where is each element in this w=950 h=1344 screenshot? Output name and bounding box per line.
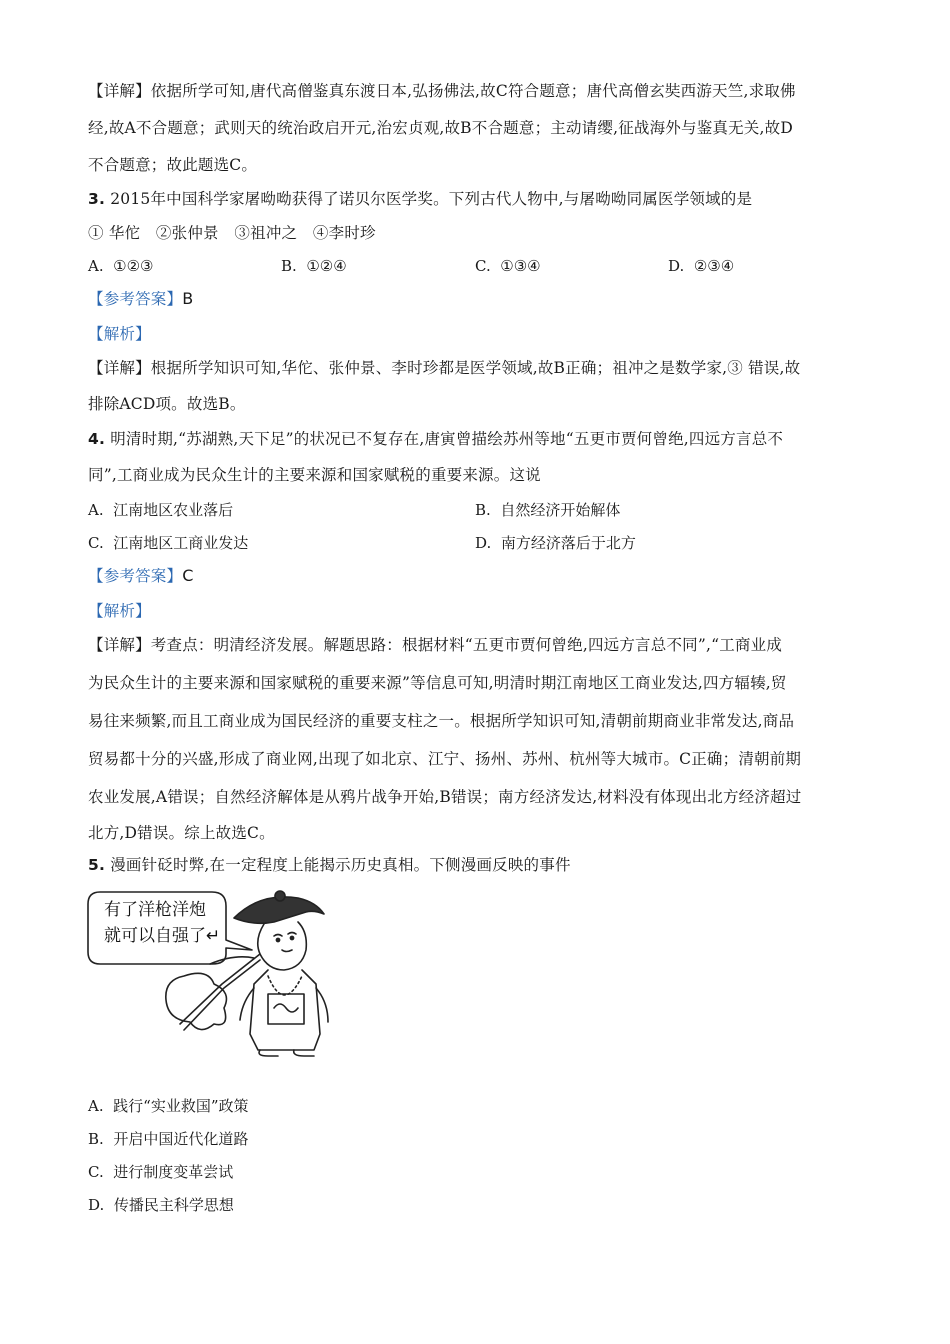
detail-line: 农业发展,A错误；自然经济解体是从鸦片战争开始,B错误；南方经济发达,材料没有体现出北方经济超过: [88, 788, 802, 806]
detail-line: 不合题意；故此题选C。: [88, 156, 258, 174]
option-b: B. 开启中国近代化道路: [88, 1130, 249, 1148]
answer-value: C: [182, 566, 194, 585]
question-4-stem: [88, 428, 863, 450]
option-a: A. ①②③: [88, 257, 154, 275]
question-3-items: ① 华佗 ②张仲景 ③祖冲之 ④李时珍: [88, 224, 376, 242]
question-number: 3.: [88, 190, 106, 208]
question-3-stem: [88, 188, 863, 210]
analysis-label: 【解析】: [88, 602, 151, 620]
answer-value: B: [182, 289, 194, 308]
option-d: D. 传播民主科学思想: [88, 1196, 234, 1214]
detail-line: 排除ACD项。故选B。: [88, 395, 246, 413]
detail-line: 易往来频繁,而且工商业成为国民经济的重要支柱之一。根据所学知识可知,清朝前期商业非常发达,商品: [88, 712, 795, 730]
bubble-text-line: 就可以自强了↵: [104, 926, 221, 946]
option-b: B. ①②④: [281, 257, 347, 275]
detail-line: 北方,D错误。综上故选C。: [88, 824, 275, 842]
option-b: B. 自然经济开始解体: [475, 501, 621, 519]
question-5-stem: [88, 854, 863, 876]
detail-line: 【详解】根据所学知识可知,华佗、张仲景、李时珍都是医学领域,故B正确；祖冲之是数学家,③ 错误,故: [88, 359, 801, 377]
answer-line: [88, 288, 863, 310]
question-number: 4.: [88, 430, 106, 448]
analysis-label: 【解析】: [88, 325, 151, 343]
option-a: A. 江南地区农业落后: [88, 501, 234, 519]
figure-head: [258, 922, 307, 970]
figure-robe: [250, 970, 320, 1050]
opium-pipe: [180, 954, 260, 1030]
question-text: 漫画针砭时弊,在一定程度上能揭示历史真相。下侧漫画反映的事件: [110, 856, 571, 874]
answer-line: [88, 565, 863, 587]
detail-line: 【详解】依据所学可知,唐代高僧鉴真东渡日本,弘扬佛法,故C符合题意；唐代高僧玄奘西游天竺,求取佛: [88, 82, 796, 100]
bubble-text-line: 有了洋枪洋炮: [104, 900, 206, 920]
detail-line: 经,故A不合题意；武则天的统治政启开元,治宏贞观,故B不合题意；主动请缨,征战海外与鉴真无关,故D: [88, 119, 793, 137]
answer-label: 【参考答案】: [88, 567, 183, 585]
option-c: C. 进行制度变革尝试: [88, 1163, 234, 1181]
option-a: A. 践行“实业救国”政策: [88, 1097, 249, 1115]
option-c: C. ①③④: [475, 257, 541, 275]
question-number: 5.: [88, 856, 106, 874]
option-d: D. ②③④: [668, 257, 735, 275]
question-text: 2015年中国科学家屠呦呦获得了诺贝尔医学奖。下列古代人物中,与屠呦呦同属医学领域的是: [110, 190, 753, 208]
question-text: 明清时期,“苏湖熟,天下足”的状况已不复存在,唐寅曾描绘苏州等地“五更市贾何曾绝,四远方言总不: [110, 430, 784, 448]
option-c: C. 江南地区工商业发达: [88, 534, 249, 552]
smoke-cloud: [166, 973, 227, 1029]
detail-line: 贸易都十分的兴盛,形成了商业网,出现了如北京、江宁、扬州、苏州、杭州等大城市。C正确；清朝前期: [88, 750, 802, 768]
detail-line: 为民众生计的主要来源和国家赋税的重要来源”等信息可知,明清时期江南地区工商业发达,四方辐辏,贸: [88, 674, 787, 692]
detail-line: 【详解】考查点：明清经济发展。解题思路：根据材料“五更市贾何曾绝,四远方言总不同”,“工商业成: [88, 636, 783, 654]
option-d: D. 南方经济落后于北方: [475, 534, 636, 552]
answer-label: 【参考答案】: [88, 290, 183, 308]
question-4-stem-cont: 同”,工商业成为民众生计的主要来源和国家赋税的重要来源。这说: [88, 466, 541, 484]
